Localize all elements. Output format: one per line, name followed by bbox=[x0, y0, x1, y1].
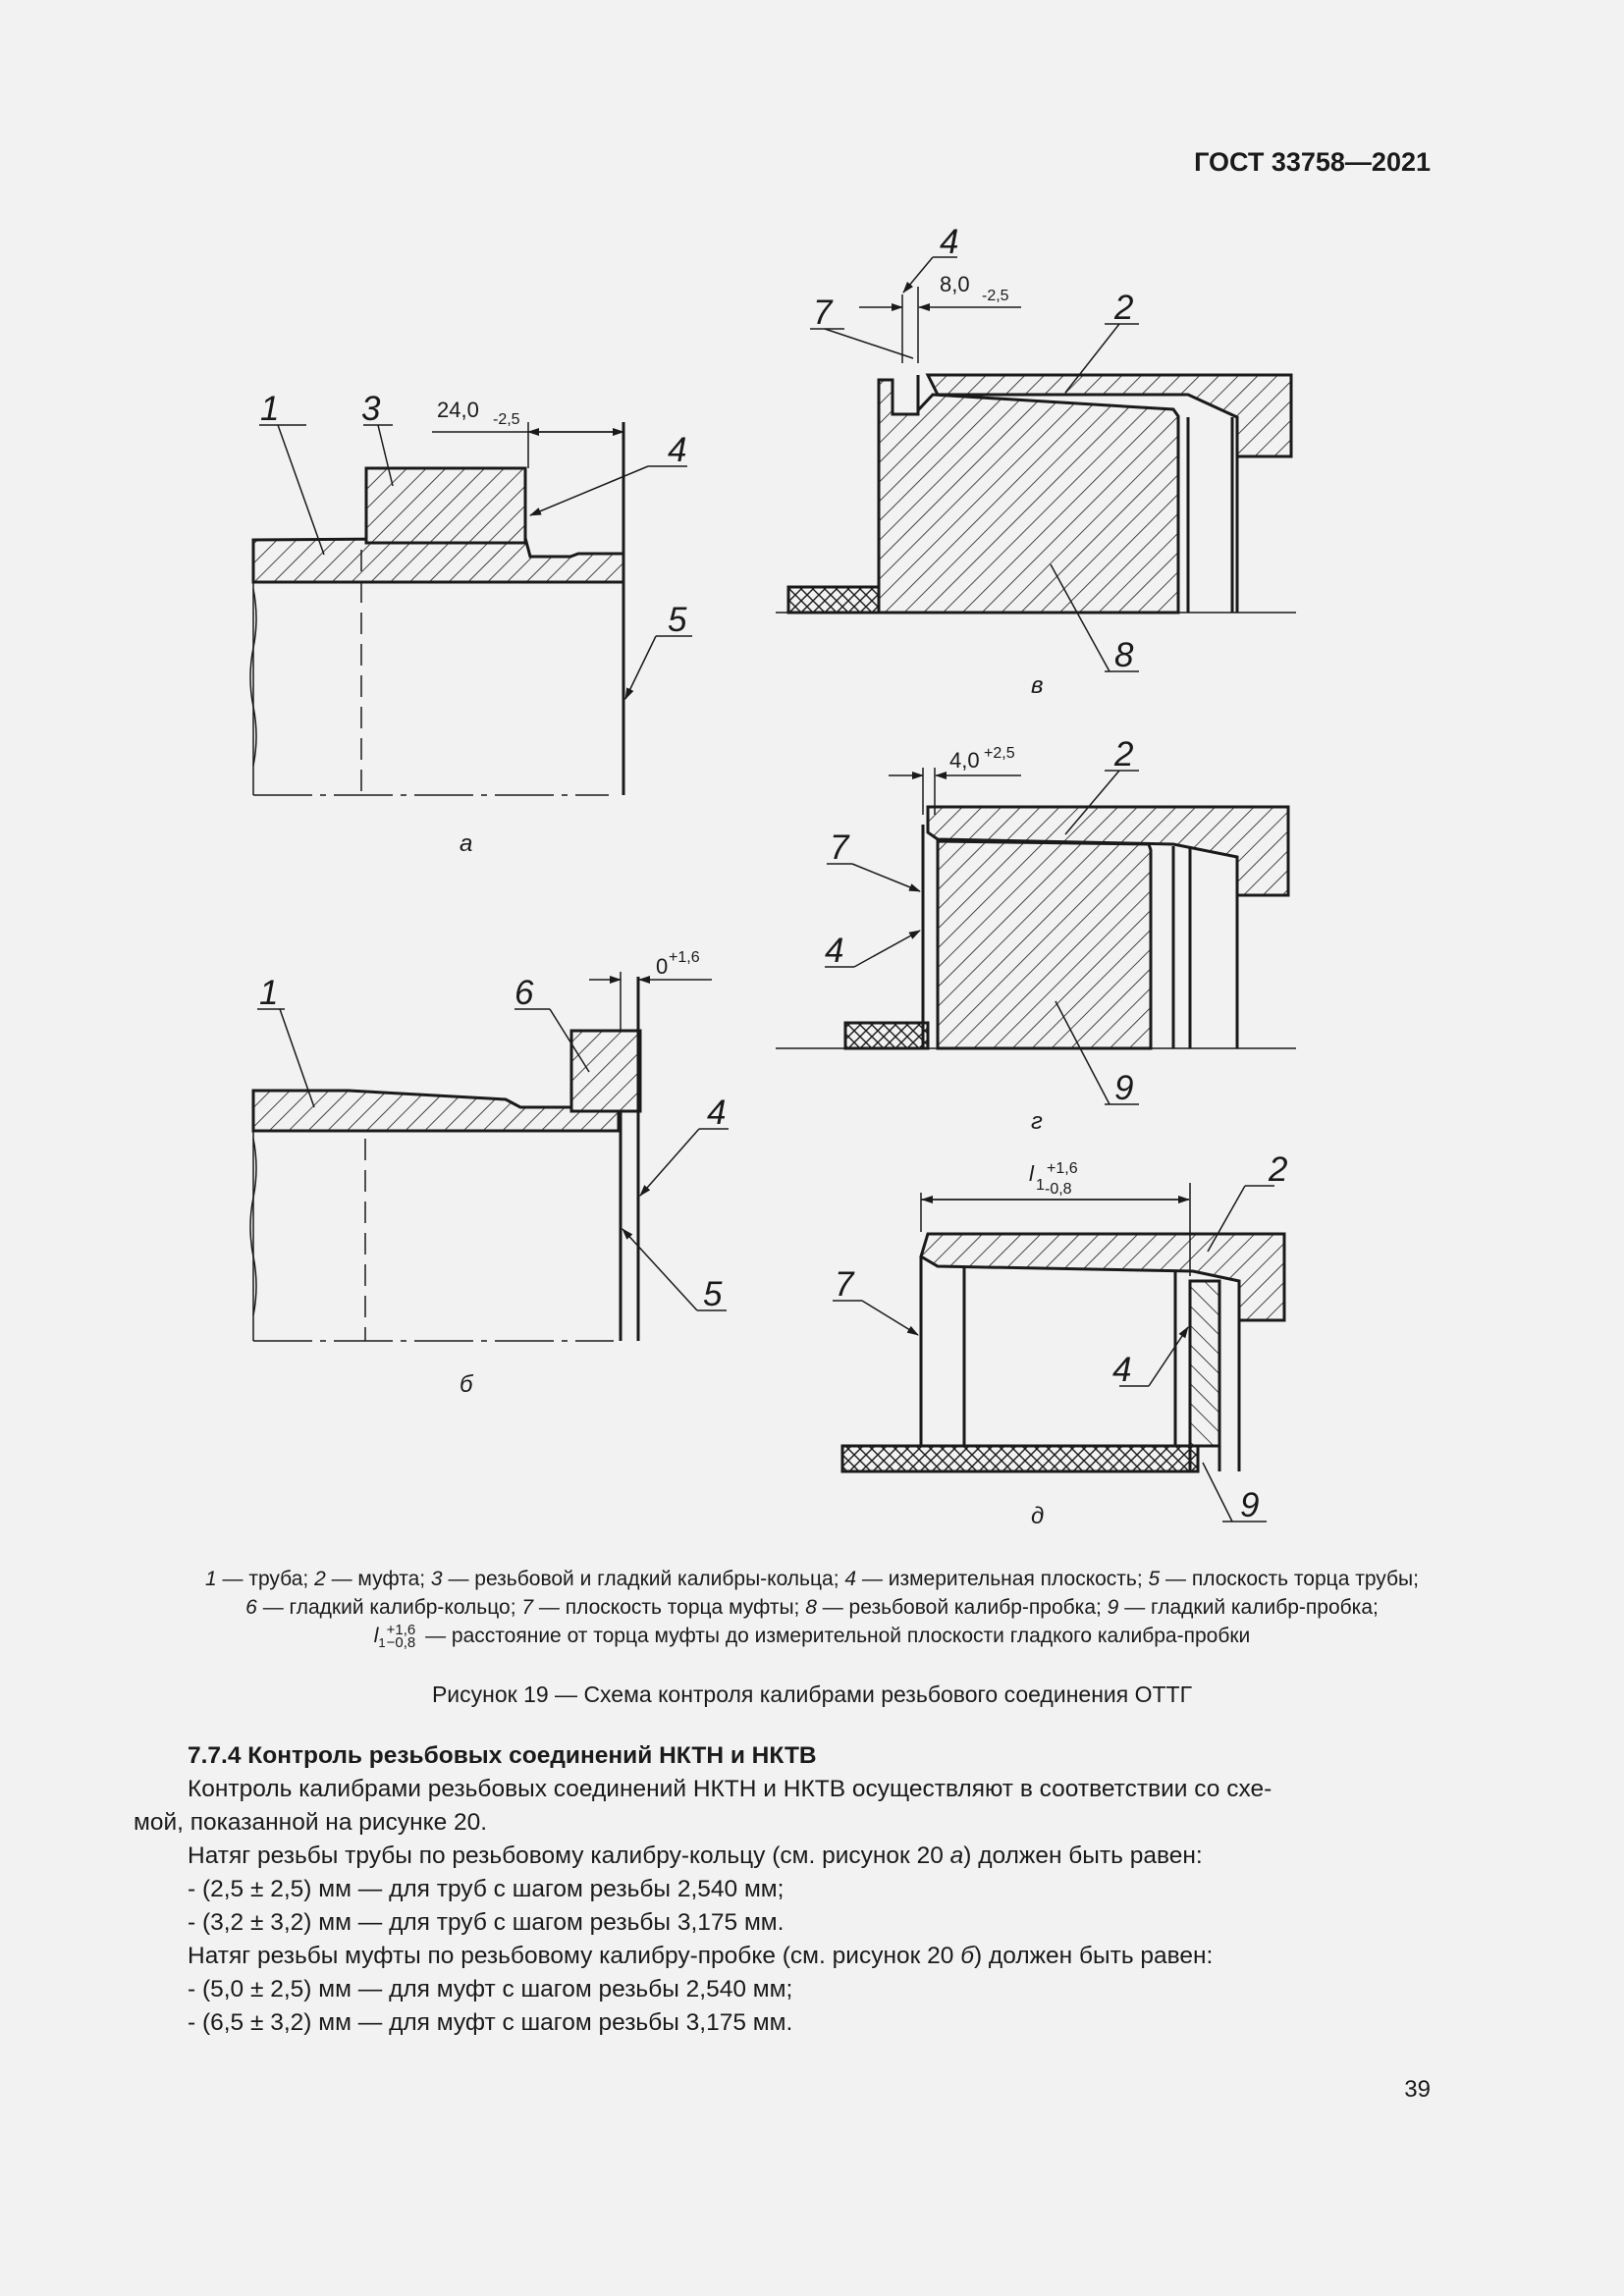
callout-4-d: 4 bbox=[1112, 1351, 1132, 1389]
dim-v-main: 8,0 bbox=[940, 272, 970, 296]
dim-a-tol: -2,5 bbox=[493, 411, 520, 428]
figure-caption: Рисунок 19 — Схема контроля калибрами резьбового соединения ОТТГ bbox=[431, 1682, 1193, 1707]
callout-7-v: 7 bbox=[813, 294, 833, 332]
section-heading: 7.7.4 Контроль резьбовых соединений НКТН и НКТВ bbox=[188, 1742, 817, 1769]
part-label-d: д bbox=[1031, 1503, 1045, 1529]
callout-4-g: 4 bbox=[825, 932, 844, 970]
callout-7-d: 7 bbox=[835, 1265, 854, 1304]
part-label-b: б bbox=[460, 1371, 473, 1398]
callout-4-v: 4 bbox=[940, 223, 959, 261]
dim-b-main: 0 bbox=[656, 954, 669, 979]
callout-6-b: 6 bbox=[514, 974, 534, 1012]
list-item: - (6,5 ± 3,2) мм — для муфт с шагом резьбы 3,175 мм. bbox=[188, 2009, 793, 2036]
part-label-g: г bbox=[1031, 1108, 1043, 1135]
dim-d-tol-lower: -0,8 bbox=[1045, 1181, 1072, 1198]
callout-2-v: 2 bbox=[1114, 289, 1134, 327]
document-header: ГОСТ 33758—2021 bbox=[1194, 147, 1431, 177]
callout-4-b: 4 bbox=[707, 1094, 727, 1132]
callout-9-d: 9 bbox=[1240, 1486, 1260, 1524]
callout-5-b: 5 bbox=[703, 1275, 723, 1313]
dim-a-main: 24,0 bbox=[437, 398, 479, 422]
dim-v-tol: -2,5 bbox=[982, 288, 1009, 304]
legend-line-1: 1 — труба; 2 — муфта; 3 — резьбовой и гладкий калибры-кольца; 4 — измерительная плоскость; 5 — плоскость торца трубы; bbox=[205, 1568, 1419, 1590]
callout-8-v: 8 bbox=[1114, 636, 1134, 674]
dim-d-sym: l bbox=[1029, 1161, 1034, 1186]
page-number: 39 bbox=[1404, 2076, 1431, 2103]
figure-part-v bbox=[776, 257, 1296, 671]
list-item: - (5,0 ± 2,5) мм — для муфт с шагом резьбы 2,540 мм; bbox=[188, 1976, 793, 2002]
paragraph-3: Натяг резьбы муфты по резьбовому калибру-пробке (см. рисунок 20 б) должен быть равен: bbox=[188, 1943, 1214, 1969]
figure-legend bbox=[98, 1565, 1526, 1657]
part-label-a: а bbox=[460, 830, 473, 857]
part-label-v: в bbox=[1031, 672, 1044, 699]
dim-g-main: 4,0 bbox=[949, 748, 980, 773]
list-item: - (2,5 ± 2,5) мм — для труб с шагом резьбы 2,540 мм; bbox=[188, 1876, 785, 1902]
paragraph-2: Натяг резьбы трубы по резьбовому калибру-кольцу (см. рисунок 20 а) должен быть равен: bbox=[188, 1842, 1203, 1869]
figure-part-b bbox=[250, 972, 729, 1341]
callout-2-d: 2 bbox=[1269, 1150, 1288, 1189]
legend-line-3: $l_1+1,6$ −0,8 — расстояние от торца муфты до измерительной плоскости гладкого калибра-пробки bbox=[373, 1622, 1251, 1652]
callout-1-b: 1 bbox=[259, 974, 279, 1012]
section-7-7-4 bbox=[134, 1739, 1430, 2040]
figure-part-a bbox=[250, 422, 692, 795]
figure-part-d bbox=[833, 1183, 1284, 1522]
callout-4-a: 4 bbox=[668, 431, 687, 469]
figure-part-g bbox=[776, 768, 1296, 1104]
list-item: - (3,2 ± 3,2) мм — для труб с шагом резьбы 3,175 мм. bbox=[188, 1909, 785, 1936]
paragraph-1-line-2: мой, показанной на рисунке 20. bbox=[134, 1809, 488, 1836]
callout-9-g: 9 bbox=[1114, 1069, 1134, 1107]
dim-d-tol-upper: +1,6 bbox=[1047, 1160, 1078, 1177]
legend-line-2: 6 — гладкий калибр-кольцо; 7 — плоскость торца муфты; 8 — резьбовой калибр-пробка; 9 — гладкий калибр-пробка; bbox=[245, 1596, 1379, 1619]
dim-g-tol: +2,5 bbox=[984, 745, 1015, 762]
paragraph-1-line-1: Контроль калибрами резьбовых соединений НКТН и НКТВ осуществляют в соответствии со схе- bbox=[188, 1776, 1272, 1802]
callout-5-a: 5 bbox=[668, 601, 687, 639]
callout-1-a: 1 bbox=[260, 390, 280, 428]
callout-3-a: 3 bbox=[361, 390, 381, 428]
callout-2-g: 2 bbox=[1114, 735, 1134, 774]
dim-b-tol: +1,6 bbox=[669, 949, 700, 966]
callout-7-g: 7 bbox=[830, 828, 849, 867]
dim-d-sub: 1 bbox=[1036, 1177, 1045, 1194]
